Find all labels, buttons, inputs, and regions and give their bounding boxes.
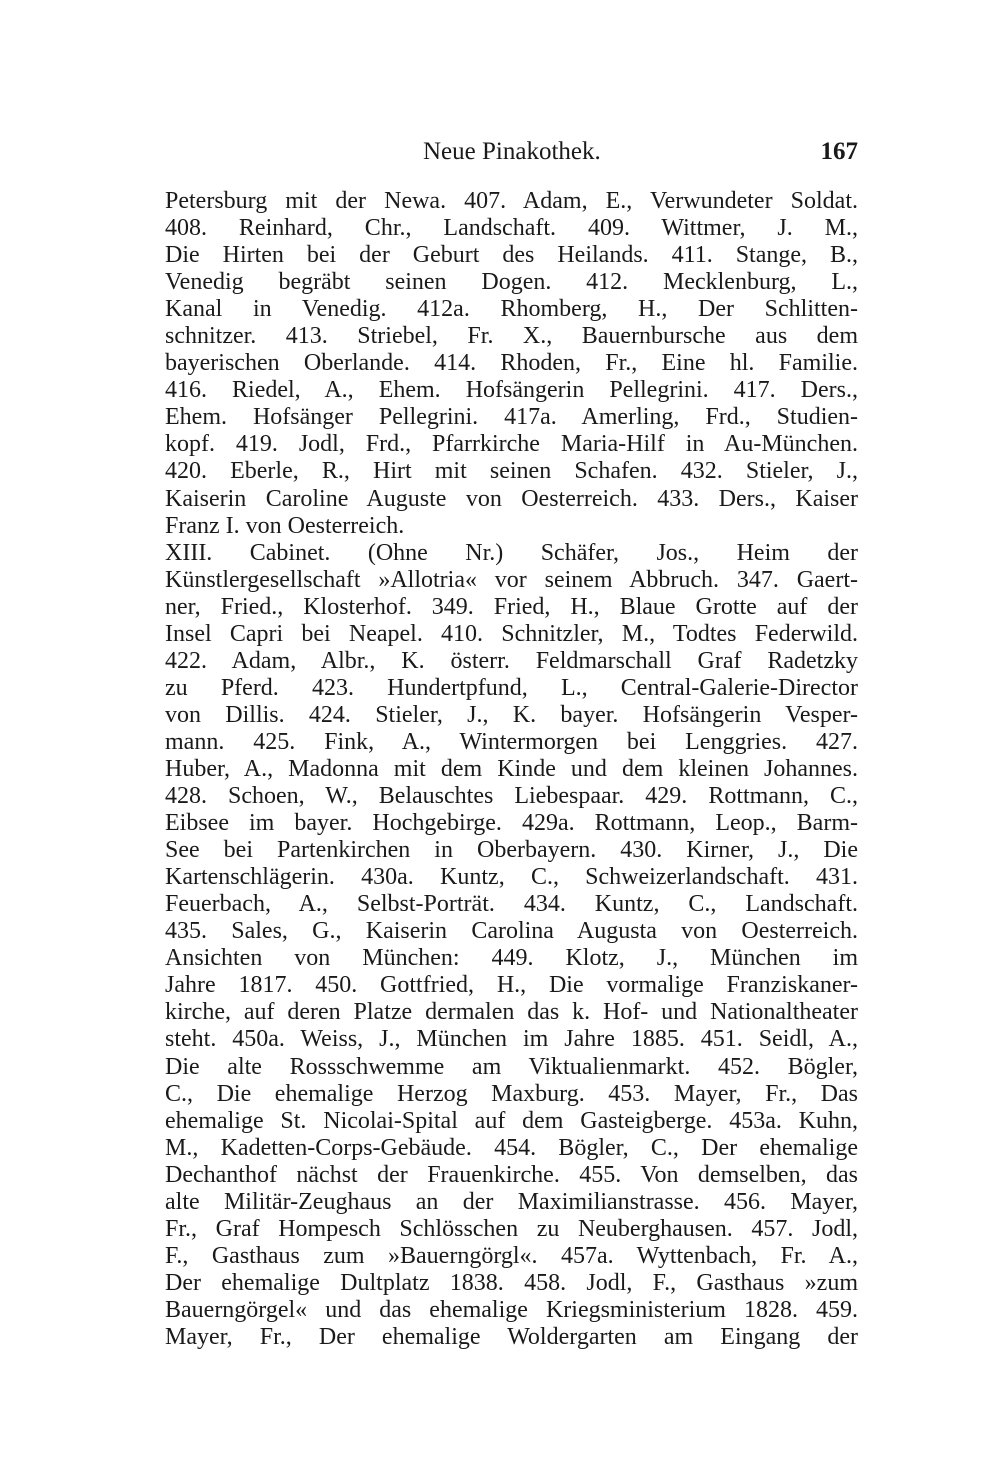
text-line: Venedig begräbt seinen Dogen. 412. Mecklenburg, L.,	[165, 269, 858, 296]
text-line: steht. 450a. Weiss, J., München im Jahre 1885. 451. Seidl, A.,	[165, 1026, 858, 1053]
text-line: Jahre 1817. 450. Gottfried, H., Die vormalige Franziskaner-	[165, 972, 858, 999]
text-line: C., Die ehemalige Herzog Maxburg. 453. Mayer, Fr., Das	[165, 1080, 858, 1107]
text-line: 420. Eberle, R., Hirt mit seinen Schafen. 432. Stieler, J.,	[165, 458, 858, 485]
text-line: Der ehemalige Dultplatz 1838. 458. Jodl, F., Gasthaus »zum	[165, 1269, 858, 1296]
text-line: ehemalige St. Nicolai-Spital auf dem Gasteigberge. 453a. Kuhn,	[165, 1107, 858, 1134]
text-line: Bauerngörgel« und das ehemalige Kriegsministerium 1828. 459.	[165, 1296, 858, 1323]
text-line: Kartenschlägerin. 430a. Kuntz, C., Schweizerlandschaft. 431.	[165, 864, 858, 891]
text-line: bayerischen Oberlande. 414. Rhoden, Fr., Eine hl. Familie.	[165, 350, 858, 377]
text-line: Die alte Rossschwemme am Viktualienmarkt. 452. Bögler,	[165, 1053, 858, 1080]
text-line: 416. Riedel, A., Ehem. Hofsängerin Pellegrini. 417. Ders.,	[165, 377, 858, 404]
text-line: Fr., Graf Hompesch Schlösschen zu Neuberghausen. 457. Jodl,	[165, 1215, 858, 1242]
text-line: kirche, auf deren Platze dermalen das k. Hof- und Nationaltheater	[165, 999, 858, 1026]
text-line: Kanal in Venedig. 412a. Rhomberg, H., Der Schlitten-	[165, 296, 858, 323]
text-line: See bei Partenkirchen in Oberbayern. 430. Kirner, J., Die	[165, 837, 858, 864]
text-line: M., Kadetten-Corps-Gebäude. 454. Bögler, C., Der ehemalige	[165, 1134, 858, 1161]
text-line: von Dillis. 424. Stieler, J., K. bayer. Hofsängerin Vesper-	[165, 701, 858, 728]
text-line: Feuerbach, A., Selbst-Porträt. 434. Kuntz, C., Landschaft.	[165, 891, 858, 918]
text-line: ner, Fried., Klosterhof. 349. Fried, H., Blaue Grotte auf der	[165, 593, 858, 620]
text-line: Franz I. von Oesterreich.	[165, 512, 405, 539]
text-line: 422. Adam, Albr., K. österr. Feldmarschall Graf Radetzky	[165, 647, 858, 674]
text-line: Huber, A., Madonna mit dem Kinde und dem kleinen Johannes.	[165, 755, 858, 782]
text-line: F., Gasthaus zum »Bauerngörgl«. 457a. Wyttenbach, Fr. A.,	[165, 1242, 858, 1269]
text-line: 408. Reinhard, Chr., Landschaft. 409. Wittmer, J. M.,	[165, 215, 858, 242]
text-line: XIII. Cabinet. (Ohne Nr.) Schäfer, Jos., Heim der	[165, 539, 858, 566]
text-line: mann. 425. Fink, A., Wintermorgen bei Lenggries. 427.	[165, 728, 858, 755]
text-line: Ehem. Hofsänger Pellegrini. 417a. Amerling, Frd., Studien-	[165, 404, 858, 431]
text-line: zu Pferd. 423. Hundertpfund, L., Central-Galerie-Director	[165, 674, 858, 701]
body-text	[165, 188, 858, 1351]
page-header	[165, 136, 858, 176]
text-line: Künstlergesellschaft »Allotria« vor seinem Abbruch. 347. Gaert-	[165, 566, 858, 593]
text-line: alte Militär-Zeughaus an der Maximilianstrasse. 456. Mayer,	[165, 1188, 858, 1215]
text-line: Ansichten von München: 449. Klotz, J., München im	[165, 945, 858, 972]
text-line: Insel Capri bei Neapel. 410. Schnitzler, M., Todtes Federwild.	[165, 620, 858, 647]
text-line: Kaiserin Caroline Auguste von Oesterreich. 433. Ders., Kaiser	[165, 485, 858, 512]
text-line: Die Hirten bei der Geburt des Heilands. 411. Stange, B.,	[165, 242, 858, 269]
text-line: Eibsee im bayer. Hochgebirge. 429a. Rottmann, Leop., Barm-	[165, 810, 858, 837]
text-line: 428. Schoen, W., Belauschtes Liebespaar. 429. Rottmann, C.,	[165, 783, 858, 810]
running-title: Neue Pinakothek.	[423, 138, 601, 165]
text-line: Mayer, Fr., Der ehemalige Woldergarten am Eingang der	[165, 1323, 858, 1350]
text-line: Dechanthof nächst der Frauenkirche. 455. Von demselben, das	[165, 1161, 858, 1188]
text-line: kopf. 419. Jodl, Frd., Pfarrkirche Maria-Hilf in Au-München.	[165, 431, 858, 458]
text-line: 435. Sales, G., Kaiserin Carolina Augusta von Oesterreich.	[165, 918, 858, 945]
text-line: schnitzer. 413. Striebel, Fr. X., Bauernbursche aus dem	[165, 323, 858, 350]
text-line: Petersburg mit der Newa. 407. Adam, E., Verwundeter Soldat.	[165, 188, 858, 214]
page-number: 167	[820, 138, 858, 165]
